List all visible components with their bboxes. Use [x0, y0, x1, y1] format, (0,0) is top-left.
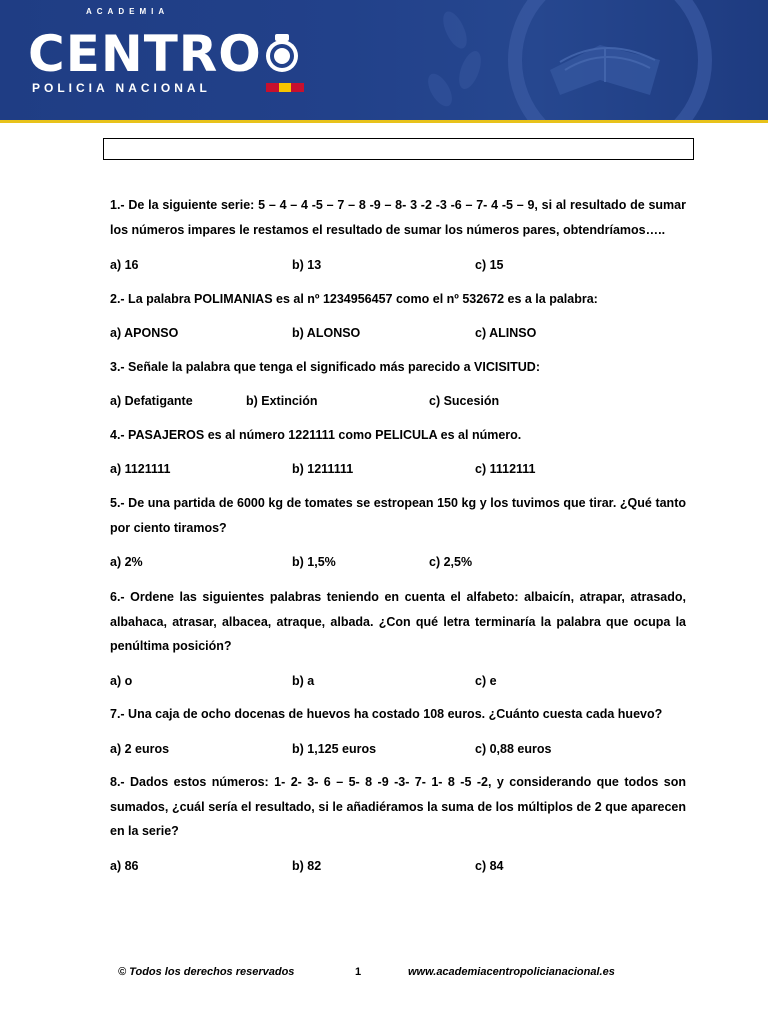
- question-2: 2.- La palabra POLIMANIAS es al nº 1234956457 como el nº 532672 es a la palabra:: [110, 292, 598, 306]
- option-8a: a) 86: [110, 859, 139, 873]
- background-emblem-icon: [400, 0, 768, 120]
- header-divider: [0, 120, 768, 123]
- option-6b: b) a: [292, 674, 315, 688]
- option-6c: c) e: [475, 674, 497, 688]
- question-6: 6.- Ordene las siguientes palabras teniendo en cuenta el alfabeto: albaicín, atrapar, atrasado, albahaca, atrasar, albacea, atraque, albada. ¿Con qué letra terminaría la palabra que ocupa la penúltima posición?: [110, 590, 686, 653]
- option-4a: a) 1121111: [110, 462, 171, 476]
- option-2c: c) ALINSO: [475, 326, 537, 340]
- spanish-flag-icon: [266, 83, 304, 92]
- question-4: 4.- PASAJEROS es al número 1221111 como PELICULA es al número.: [110, 428, 522, 442]
- question-8: 8.- Dados estos números: 1- 2- 3- 6 – 5- 8 -9 -3- 7- 1- 8 -5 -2, y considerando que todos son sumados, ¿cuál sería el resultado, si le añadiéramos la suma de los múltiplos de 2 que aparecen en la serie?: [110, 775, 686, 838]
- header-banner: [0, 0, 768, 120]
- police-emblem-icon: [262, 32, 302, 76]
- option-5a: a) 2%: [110, 555, 143, 569]
- website-link[interactable]: www.academiacentropolicianacional.es: [408, 966, 615, 978]
- brand-subtitle: POLICIA NACIONAL: [32, 81, 211, 95]
- option-3c: c) Sucesión: [429, 394, 500, 408]
- option-5c: c) 2,5%: [429, 555, 473, 569]
- option-4b: b) 1211111: [292, 462, 354, 476]
- page-number: 1: [355, 966, 362, 978]
- option-1a: a) 16: [110, 258, 139, 272]
- option-7a: a) 2 euros: [110, 742, 170, 756]
- question-3: 3.- Señale la palabra que tenga el significado más parecido a VICISITUD:: [110, 360, 540, 374]
- title-box: [103, 138, 694, 160]
- question-7: 7.- Una caja de ocho docenas de huevos ha costado 108 euros. ¿Cuánto cuesta cada huevo?: [110, 707, 663, 721]
- brand-logo-text: CENTRO: [28, 25, 262, 83]
- option-7b: b) 1,125 euros: [292, 742, 377, 756]
- question-1: 1.- De la siguiente serie: 5 – 4 – 4 -5 – 7 – 8 -9 – 8- 3 -2 -3 -6 – 7- 4 -5 – 9, si al resultado de sumar los números impares le restamos el resultado de sumar los números pares, obtendríamos…..: [110, 198, 686, 237]
- question-5: 5.- De una partida de 6000 kg de tomates se estropean 150 kg y los tuvimos que tirar. ¿Qué tanto por ciento tiramos?: [110, 496, 686, 535]
- option-1c: c) 15: [475, 258, 504, 272]
- option-6a: a) o: [110, 674, 133, 688]
- option-3a: a) Defatigante: [110, 394, 193, 408]
- option-1b: b) 13: [292, 258, 322, 272]
- option-4c: c) 1112111: [475, 462, 536, 476]
- option-5b: b) 1,5%: [292, 555, 336, 569]
- option-7c: c) 0,88 euros: [475, 742, 552, 756]
- copyright-notice: © Todos los derechos reservados: [118, 966, 295, 978]
- option-8c: c) 84: [475, 859, 504, 873]
- option-2a: a) APONSO: [110, 326, 179, 340]
- option-2b: b) ALONSO: [292, 326, 361, 340]
- academy-label: ACADEMIA: [86, 7, 170, 16]
- option-8b: b) 82: [292, 859, 322, 873]
- option-3b: b) Extinción: [246, 394, 318, 408]
